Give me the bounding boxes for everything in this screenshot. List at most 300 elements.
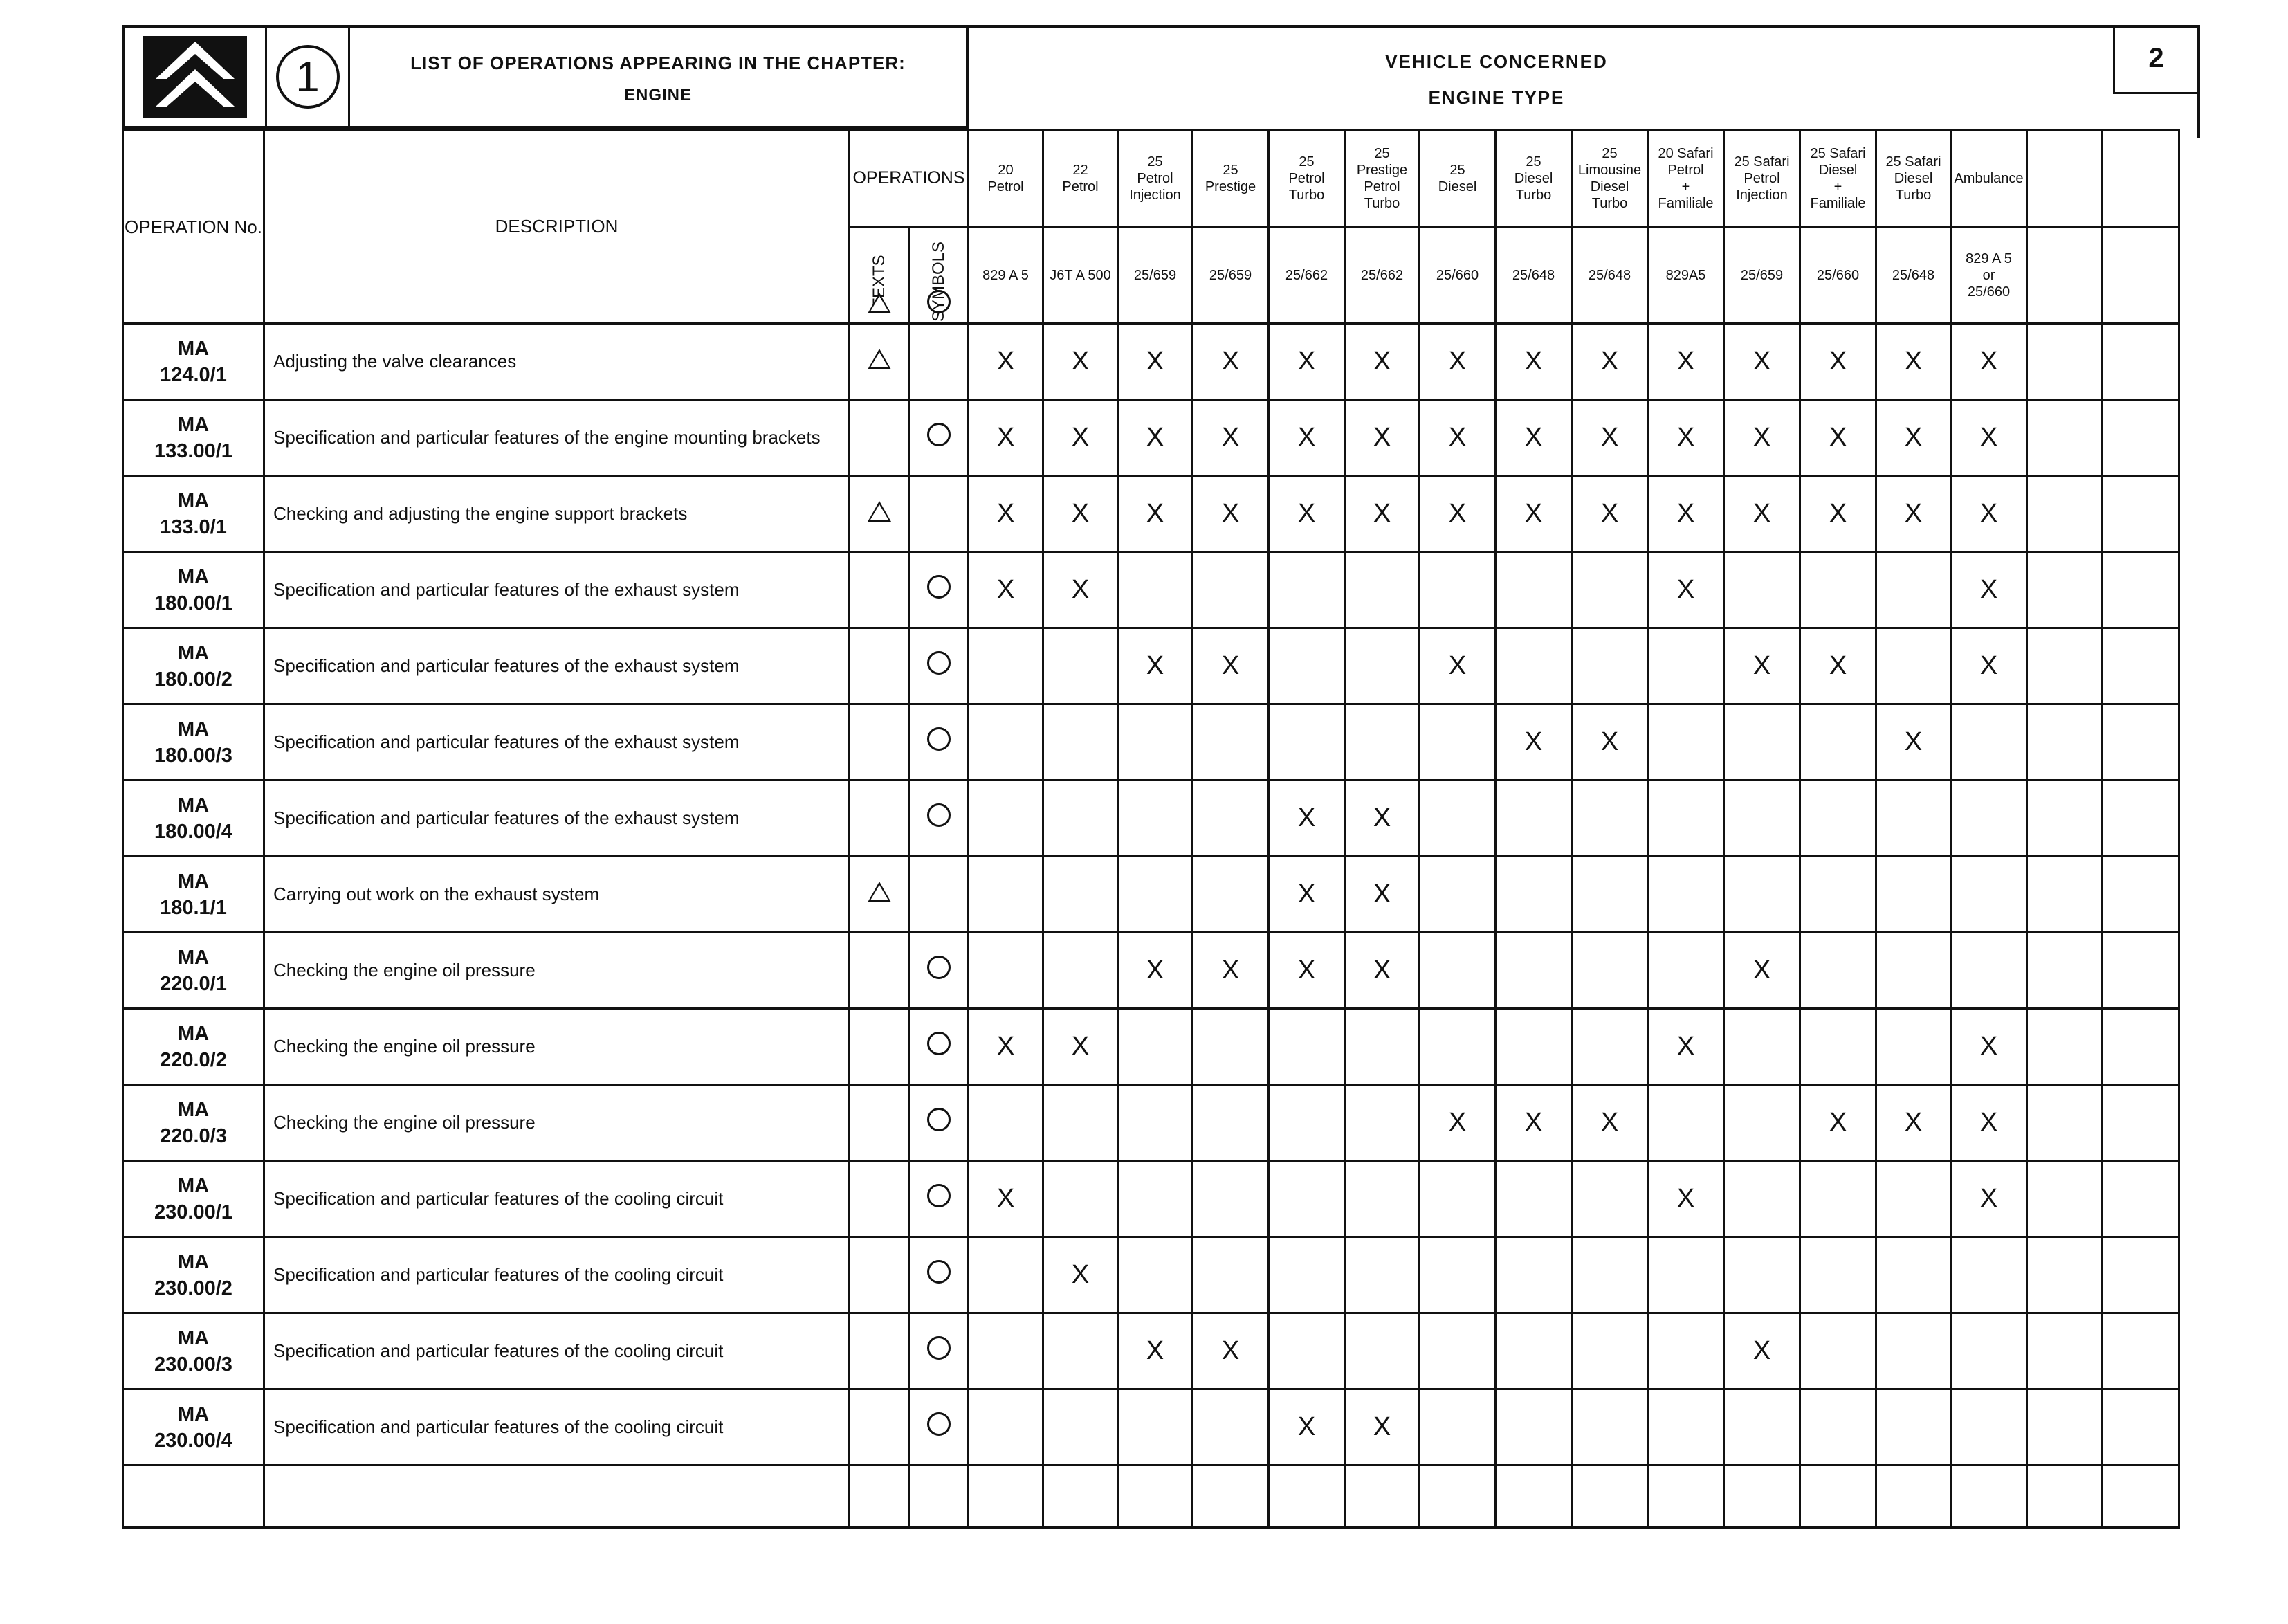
applicability-cell xyxy=(1345,476,1420,552)
applicability-cell xyxy=(1951,324,2027,400)
vehicle-name-line: Prestige xyxy=(1205,179,1256,194)
title-line-2: ENGINE xyxy=(623,86,692,104)
applicability-mark: X xyxy=(1904,347,1923,376)
engine-code-line: 25/660 xyxy=(1967,284,2011,300)
operation-number xyxy=(123,857,264,933)
engine-type-code xyxy=(1724,227,1800,324)
table-row xyxy=(123,1009,2179,1085)
applicability-cell xyxy=(1951,1237,2027,1313)
applicability-mark: X xyxy=(1297,803,1316,832)
vehicle-header-block xyxy=(969,25,2200,138)
applicability-cell xyxy=(1043,1161,1118,1237)
applicability-cell xyxy=(2102,704,2179,781)
applicability-cell xyxy=(2027,781,2102,857)
applicability-cell xyxy=(1724,552,1800,628)
applicability-cell xyxy=(969,476,1043,552)
applicability-cell xyxy=(1118,1237,1193,1313)
operation-number-line: 133.00/1 xyxy=(154,439,232,462)
applicability-cell xyxy=(1345,1389,1420,1466)
applicability-cell xyxy=(1724,476,1800,552)
applicability-cell xyxy=(1648,400,1724,476)
applicability-cell xyxy=(1724,1313,1800,1389)
vehicle-name-header xyxy=(1269,130,1345,227)
applicability-mark: X xyxy=(1373,347,1391,376)
applicability-cell xyxy=(1800,1085,1876,1161)
applicability-cell xyxy=(1345,1313,1420,1389)
applicability-cell xyxy=(1118,324,1193,400)
applicability-cell xyxy=(969,933,1043,1009)
applicability-mark: X xyxy=(1600,423,1619,452)
applicability-mark: X xyxy=(1676,423,1695,452)
applicability-mark: X xyxy=(1829,423,1847,452)
applicability-cell xyxy=(1043,1237,1118,1313)
chapter-number-box xyxy=(267,28,350,126)
applicability-cell xyxy=(1724,781,1800,857)
applicability-mark: X xyxy=(1979,1108,1998,1137)
applicability-cell xyxy=(1876,857,1951,933)
applicability-cell xyxy=(1345,1237,1420,1313)
applicability-cell xyxy=(1724,628,1800,704)
symbols-cell xyxy=(909,1161,969,1237)
empty-cell xyxy=(850,1466,909,1528)
applicability-cell xyxy=(1193,857,1269,933)
operation-number-line: MA xyxy=(177,565,210,588)
symbols-cell xyxy=(909,857,969,933)
applicability-mark: X xyxy=(1448,499,1467,528)
applicability-mark: X xyxy=(996,1184,1015,1213)
operations-header: OPERATIONS xyxy=(850,130,969,227)
engine-type-code xyxy=(1648,227,1724,324)
operation-number-line: 133.0/1 xyxy=(160,516,227,538)
applicability-cell xyxy=(1420,400,1496,476)
engine-code-line: 829 A 5 xyxy=(982,267,1029,283)
applicability-cell xyxy=(2102,1237,2179,1313)
applicability-cell xyxy=(1572,628,1648,704)
vehicle-name-line: 20 xyxy=(998,162,1014,178)
operation-number xyxy=(123,933,264,1009)
applicability-cell xyxy=(2102,1389,2179,1466)
operation-description: Checking the engine oil pressure xyxy=(264,1085,850,1161)
applicability-cell xyxy=(1496,552,1572,628)
applicability-mark: X xyxy=(1752,956,1771,985)
operation-number xyxy=(123,1161,264,1237)
applicability-cell xyxy=(1724,1389,1800,1466)
applicability-cell xyxy=(2027,1161,2102,1237)
engine-type-code xyxy=(1800,227,1876,324)
applicability-mark: X xyxy=(1297,956,1316,985)
empty-cell xyxy=(1951,1466,2027,1528)
vehicle-name-line: 25 xyxy=(1299,154,1315,170)
applicability-cell xyxy=(1043,628,1118,704)
applicability-cell xyxy=(969,1009,1043,1085)
circle-icon xyxy=(927,956,951,979)
operation-description: Checking the engine oil pressure xyxy=(264,933,850,1009)
applicability-cell xyxy=(1648,1085,1724,1161)
applicability-cell xyxy=(1572,552,1648,628)
symbols-cell xyxy=(909,400,969,476)
vehicle-name-line: Prestige xyxy=(1356,162,1408,178)
texts-cell xyxy=(850,628,909,704)
symbols-cell xyxy=(909,704,969,781)
applicability-cell xyxy=(1648,857,1724,933)
applicability-cell xyxy=(1118,857,1193,933)
vehicle-name-header xyxy=(1724,130,1800,227)
operation-number-line: MA xyxy=(177,1403,210,1425)
vehicle-name-line: 25 xyxy=(1223,162,1238,178)
applicability-cell xyxy=(1572,1313,1648,1389)
applicability-mark: X xyxy=(1373,499,1391,528)
vehicle-name-line: 25 Safari xyxy=(1810,145,1866,161)
engine-code-line: 829A5 xyxy=(1665,267,1706,283)
applicability-cell xyxy=(1193,628,1269,704)
engine-type-code xyxy=(1043,227,1118,324)
symbols-cell xyxy=(909,1009,969,1085)
vehicle-name-line: Diesel xyxy=(1894,170,1933,186)
applicability-cell xyxy=(1043,1085,1118,1161)
texts-cell xyxy=(850,1237,909,1313)
engine-type-code xyxy=(969,227,1043,324)
texts-cell xyxy=(850,324,909,400)
applicability-cell xyxy=(1876,1085,1951,1161)
empty-cell xyxy=(123,1466,264,1528)
applicability-cell xyxy=(1724,324,1800,400)
engine-type-code xyxy=(1876,227,1951,324)
applicability-cell xyxy=(1876,1313,1951,1389)
applicability-cell xyxy=(1876,628,1951,704)
applicability-cell xyxy=(1648,552,1724,628)
applicability-mark: X xyxy=(1221,1336,1240,1365)
applicability-mark: X xyxy=(1979,575,1998,604)
applicability-mark: X xyxy=(1524,727,1543,756)
operation-description: Specification and particular features of the exhaust system xyxy=(264,628,850,704)
applicability-cell xyxy=(969,400,1043,476)
operation-number-line: MA xyxy=(177,718,210,740)
applicability-cell xyxy=(1269,781,1345,857)
applicability-cell xyxy=(1193,476,1269,552)
applicability-mark: X xyxy=(1071,1032,1090,1061)
applicability-cell xyxy=(1420,781,1496,857)
applicability-cell xyxy=(1193,1237,1269,1313)
texts-cell xyxy=(850,1389,909,1466)
citroen-logo-icon xyxy=(143,36,247,118)
engine-code-line: 25/648 xyxy=(1588,267,1631,283)
applicability-mark: X xyxy=(1297,423,1316,452)
operation-number xyxy=(123,400,264,476)
applicability-cell xyxy=(1648,704,1724,781)
applicability-mark: X xyxy=(1979,423,1998,452)
title-line-1: LIST OF OPERATIONS APPEARING IN THE CHAPTER: xyxy=(410,53,906,73)
applicability-cell xyxy=(1345,857,1420,933)
applicability-cell xyxy=(1800,1009,1876,1085)
applicability-cell xyxy=(1648,1009,1724,1085)
applicability-cell xyxy=(1876,1389,1951,1466)
applicability-cell xyxy=(1876,1237,1951,1313)
vehicle-name-line: + xyxy=(1681,179,1690,194)
vehicle-name-header xyxy=(1420,130,1496,227)
applicability-cell xyxy=(1118,1389,1193,1466)
applicability-mark: X xyxy=(1752,423,1771,452)
applicability-cell xyxy=(2027,933,2102,1009)
applicability-cell xyxy=(2102,781,2179,857)
applicability-cell xyxy=(1269,1389,1345,1466)
symbols-cell xyxy=(909,1313,969,1389)
applicability-cell xyxy=(1345,628,1420,704)
vehicle-name-line: Petrol xyxy=(1137,170,1173,186)
applicability-cell xyxy=(1043,552,1118,628)
applicability-cell xyxy=(1724,1085,1800,1161)
applicability-cell xyxy=(1043,704,1118,781)
operation-number-line: MA xyxy=(177,1022,210,1045)
empty-cell xyxy=(1043,1466,1118,1528)
engine-type-code xyxy=(2027,227,2102,324)
applicability-cell xyxy=(1420,476,1496,552)
applicability-cell xyxy=(1800,933,1876,1009)
applicability-cell xyxy=(2027,1389,2102,1466)
engine-code-line: 25/660 xyxy=(1816,267,1860,283)
applicability-mark: X xyxy=(1146,499,1164,528)
applicability-cell xyxy=(1420,1237,1496,1313)
engine-code-line: 25/662 xyxy=(1285,267,1328,283)
table-row xyxy=(123,1085,2179,1161)
texts-cell xyxy=(850,857,909,933)
texts-cell xyxy=(850,704,909,781)
applicability-cell xyxy=(1269,324,1345,400)
operation-number-line: MA xyxy=(177,794,210,816)
applicability-cell xyxy=(1193,781,1269,857)
table-row xyxy=(123,704,2179,781)
applicability-cell xyxy=(1951,857,2027,933)
applicability-cell xyxy=(2102,628,2179,704)
symbols-cell xyxy=(909,628,969,704)
applicability-mark: X xyxy=(1373,1412,1391,1441)
operation-description: Checking the engine oil pressure xyxy=(264,1009,850,1085)
applicability-cell xyxy=(1193,324,1269,400)
applicability-mark: X xyxy=(1676,1032,1695,1061)
applicability-cell xyxy=(1876,704,1951,781)
table-row xyxy=(123,628,2179,704)
applicability-cell xyxy=(1043,933,1118,1009)
applicability-mark: X xyxy=(1676,347,1695,376)
operation-number-line: 230.00/1 xyxy=(154,1201,232,1223)
applicability-mark: X xyxy=(1904,727,1923,756)
vehicle-name-line: Turbo xyxy=(1895,187,1932,203)
applicability-cell xyxy=(2102,324,2179,400)
vehicle-name-line: 25 xyxy=(1526,154,1541,170)
circle-icon xyxy=(927,1184,951,1207)
circle-icon xyxy=(927,1108,951,1131)
triangle-icon xyxy=(868,293,891,317)
applicability-cell xyxy=(1193,1313,1269,1389)
applicability-cell xyxy=(2027,476,2102,552)
applicability-cell xyxy=(1572,324,1648,400)
operation-number-line: 220.0/1 xyxy=(160,972,227,995)
operation-number-line: MA xyxy=(177,337,210,360)
operation-number xyxy=(123,1009,264,1085)
operation-number-line: MA xyxy=(177,413,210,436)
empty-cell xyxy=(1193,1466,1269,1528)
vehicle-name-header xyxy=(1345,130,1420,227)
applicability-mark: X xyxy=(1373,879,1391,909)
vehicle-name-line: Limousine xyxy=(1577,162,1642,178)
applicability-cell xyxy=(1800,704,1876,781)
vehicle-name-line: Turbo xyxy=(1591,195,1628,211)
vehicle-name-line: Diesel xyxy=(1818,162,1858,178)
applicability-mark: X xyxy=(1297,499,1316,528)
texts-cell xyxy=(850,1085,909,1161)
applicability-cell xyxy=(969,1161,1043,1237)
applicability-cell xyxy=(1420,628,1496,704)
applicability-cell xyxy=(2102,1161,2179,1237)
applicability-cell xyxy=(1118,552,1193,628)
table-row xyxy=(123,1313,2179,1389)
applicability-cell xyxy=(1800,324,1876,400)
operation-number-line: MA xyxy=(177,1098,210,1121)
applicability-cell xyxy=(1800,1237,1876,1313)
symbols-label: SYMBOLS xyxy=(928,241,948,322)
applicability-cell xyxy=(1118,1161,1193,1237)
applicability-cell xyxy=(1043,1313,1118,1389)
applicability-cell xyxy=(1345,933,1420,1009)
operation-number-line: 180.00/3 xyxy=(154,744,232,767)
table-row xyxy=(123,1389,2179,1466)
applicability-mark: X xyxy=(1979,1184,1998,1213)
operation-number-line: 230.00/2 xyxy=(154,1277,232,1299)
vehicle-name-line: Petrol xyxy=(1667,162,1704,178)
applicability-cell xyxy=(1269,704,1345,781)
applicability-cell xyxy=(1951,552,2027,628)
texts-cell xyxy=(850,400,909,476)
applicability-cell xyxy=(1420,1009,1496,1085)
vehicle-name-line: Injection xyxy=(1129,187,1181,203)
applicability-cell xyxy=(1496,857,1572,933)
applicability-cell xyxy=(1648,628,1724,704)
empty-cell xyxy=(1876,1466,1951,1528)
applicability-cell xyxy=(1269,1313,1345,1389)
applicability-cell xyxy=(969,1389,1043,1466)
applicability-cell xyxy=(1800,857,1876,933)
vehicle-concerned-label: VEHICLE CONCERNED xyxy=(1385,51,1608,72)
operation-number-line: 230.00/3 xyxy=(154,1353,232,1376)
applicability-cell xyxy=(969,1085,1043,1161)
applicability-cell xyxy=(1724,704,1800,781)
applicability-mark: X xyxy=(1373,423,1391,452)
applicability-cell xyxy=(1043,1009,1118,1085)
applicability-cell xyxy=(2102,400,2179,476)
empty-cell xyxy=(1118,1466,1193,1528)
operation-description: Specification and particular features of the cooling circuit xyxy=(264,1313,850,1389)
applicability-cell xyxy=(1951,1313,2027,1389)
vehicle-name-line: Petrol xyxy=(1364,179,1400,194)
circle-icon xyxy=(927,651,951,675)
description-header: DESCRIPTION xyxy=(264,130,850,324)
applicability-cell xyxy=(1043,857,1118,933)
vehicle-name-header xyxy=(1876,130,1951,227)
applicability-cell xyxy=(2027,324,2102,400)
applicability-cell xyxy=(1193,400,1269,476)
engine-type-code xyxy=(1193,227,1269,324)
empty-cell xyxy=(1648,1466,1724,1528)
applicability-mark: X xyxy=(1146,956,1164,985)
engine-type-label: ENGINE TYPE xyxy=(1428,87,1565,108)
operation-number-line: 124.0/1 xyxy=(160,363,227,386)
empty-cell xyxy=(1496,1466,1572,1528)
applicability-cell xyxy=(1496,1389,1572,1466)
applicability-cell xyxy=(1345,781,1420,857)
applicability-cell xyxy=(1420,552,1496,628)
applicability-mark: X xyxy=(1448,347,1467,376)
applicability-mark: X xyxy=(1448,423,1467,452)
vehicle-name-line: Familiale xyxy=(1658,195,1714,211)
applicability-mark: X xyxy=(996,423,1015,452)
applicability-cell xyxy=(1269,1161,1345,1237)
applicability-cell xyxy=(1269,933,1345,1009)
circle-icon xyxy=(927,575,951,599)
applicability-mark: X xyxy=(1979,1032,1998,1061)
applicability-cell xyxy=(1876,781,1951,857)
vehicle-name-header xyxy=(1800,130,1876,227)
vehicle-name-line: Turbo xyxy=(1288,187,1325,203)
applicability-mark: X xyxy=(1373,956,1391,985)
applicability-cell xyxy=(1800,476,1876,552)
applicability-cell xyxy=(1876,1161,1951,1237)
circle-icon xyxy=(927,803,951,827)
applicability-cell xyxy=(1043,324,1118,400)
engine-code-line: 25/659 xyxy=(1133,267,1177,283)
applicability-cell xyxy=(1876,552,1951,628)
applicability-cell xyxy=(2027,857,2102,933)
applicability-cell xyxy=(1043,476,1118,552)
vehicle-name-header xyxy=(1496,130,1572,227)
symbols-cell xyxy=(909,1085,969,1161)
applicability-mark: X xyxy=(1829,1108,1847,1137)
operation-number-line: 220.0/3 xyxy=(160,1124,227,1147)
applicability-mark: X xyxy=(1752,651,1771,680)
vehicle-name-line: Petrol xyxy=(1062,179,1099,194)
operation-description: Specification and particular features of the cooling circuit xyxy=(264,1161,850,1237)
applicability-mark: X xyxy=(996,347,1015,376)
applicability-cell xyxy=(969,857,1043,933)
operation-description: Specification and particular features of the cooling circuit xyxy=(264,1389,850,1466)
applicability-cell xyxy=(2102,1009,2179,1085)
texts-header xyxy=(850,227,909,324)
applicability-cell xyxy=(1420,933,1496,1009)
circle-icon xyxy=(927,1412,951,1436)
circle-icon xyxy=(927,727,951,751)
applicability-cell xyxy=(1269,1085,1345,1161)
symbols-cell xyxy=(909,552,969,628)
applicability-cell xyxy=(2102,1085,2179,1161)
applicability-cell xyxy=(2027,628,2102,704)
applicability-cell xyxy=(2102,933,2179,1009)
applicability-cell xyxy=(1345,1161,1420,1237)
applicability-mark: X xyxy=(1829,499,1847,528)
applicability-mark: X xyxy=(1146,1336,1164,1365)
operation-number-line: 180.00/4 xyxy=(154,820,232,843)
applicability-cell xyxy=(1648,476,1724,552)
applicability-mark: X xyxy=(1600,347,1619,376)
applicability-cell xyxy=(1420,704,1496,781)
empty-row xyxy=(123,1466,2179,1528)
applicability-mark: X xyxy=(1221,651,1240,680)
texts-cell xyxy=(850,1161,909,1237)
applicability-mark: X xyxy=(1221,956,1240,985)
vehicle-name-line: Familiale xyxy=(1810,195,1866,211)
page-title xyxy=(350,28,966,126)
vehicle-name-line: Diesel xyxy=(1514,170,1553,186)
engine-code-line: J6T A 500 xyxy=(1050,267,1111,283)
vehicle-name-line: 22 xyxy=(1072,162,1088,178)
applicability-cell xyxy=(2102,1313,2179,1389)
